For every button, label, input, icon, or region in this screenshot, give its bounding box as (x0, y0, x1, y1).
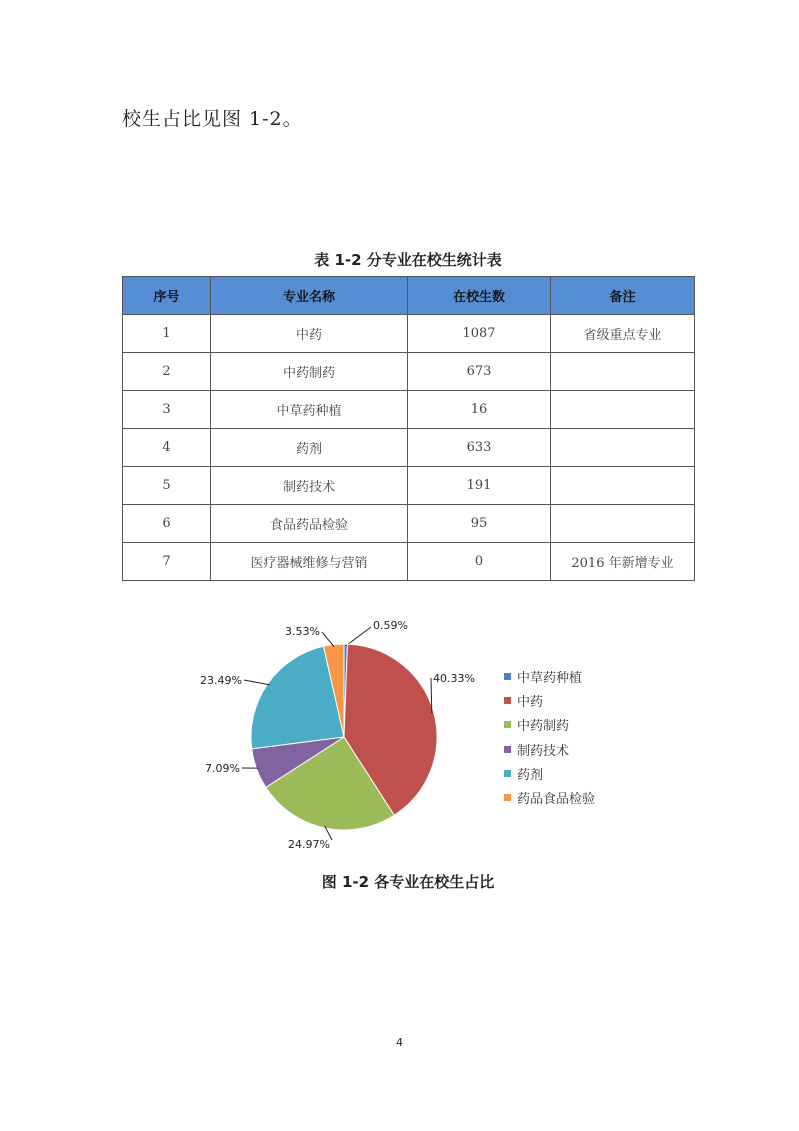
legend-swatch (504, 721, 511, 728)
chart-legend (504, 664, 595, 810)
legend-swatch (504, 746, 511, 753)
cell-index: 2 (123, 353, 211, 391)
cell-index: 4 (123, 429, 211, 467)
legend-swatch (504, 770, 511, 777)
cell-note (551, 505, 695, 543)
table-row (123, 467, 695, 505)
legend-item (504, 664, 595, 688)
page-number: 4 (396, 1036, 403, 1049)
cell-count: 673 (408, 353, 551, 391)
legend-item (504, 688, 595, 712)
cell-count: 0 (408, 543, 551, 581)
pie-data-label: 3.53% (285, 625, 320, 638)
cell-count: 191 (408, 467, 551, 505)
col-header-count: 在校生数 (408, 277, 551, 315)
legend-label: 中药 (517, 694, 544, 710)
intro-paragraph: 校生占比见图 1-2。 (122, 108, 303, 130)
pie-data-label: 23.49% (200, 674, 242, 687)
cell-index: 7 (123, 543, 211, 581)
student-stats-table (122, 276, 695, 581)
cell-note: 2016 年新增专业 (551, 543, 695, 581)
table-row (123, 315, 695, 353)
cell-index: 1 (123, 315, 211, 353)
table-header-row (123, 277, 695, 315)
legend-label: 药品食品检验 (517, 792, 596, 808)
cell-count: 16 (408, 391, 551, 429)
cell-index: 3 (123, 391, 211, 429)
legend-swatch (504, 794, 511, 801)
cell-major: 医疗器械维修与营销 (211, 543, 408, 581)
figure-caption: 图 1-2 各专业在校生占比 (321, 873, 495, 891)
cell-major: 中药 (211, 315, 408, 353)
table-caption: 表 1-2 分专业在校生统计表 (314, 251, 502, 269)
pie-data-label: 0.59% (373, 619, 408, 632)
cell-major: 中药制药 (211, 353, 408, 391)
legend-item (504, 737, 595, 761)
legend-label: 中草药种植 (517, 670, 583, 686)
table-row (123, 353, 695, 391)
cell-count: 1087 (408, 315, 551, 353)
legend-label: 中药制药 (517, 719, 570, 735)
table-row (123, 543, 695, 581)
pie-leader-line (244, 680, 269, 685)
table-row (123, 391, 695, 429)
legend-item (504, 785, 595, 809)
cell-count: 95 (408, 505, 551, 543)
cell-note (551, 467, 695, 505)
col-header-note: 备注 (551, 277, 695, 315)
cell-index: 6 (123, 505, 211, 543)
table-row (123, 505, 695, 543)
cell-major: 中草药种植 (211, 391, 408, 429)
cell-major: 食品药品检验 (211, 505, 408, 543)
legend-swatch (504, 673, 511, 680)
legend-item (504, 713, 595, 737)
pie-data-label: 7.09% (205, 762, 240, 775)
cell-count: 633 (408, 429, 551, 467)
cell-major: 药剂 (211, 429, 408, 467)
legend-swatch (504, 697, 511, 704)
cell-note (551, 429, 695, 467)
cell-note: 省级重点专业 (551, 315, 695, 353)
col-header-index: 序号 (123, 277, 211, 315)
pie-leader-line (322, 632, 334, 647)
cell-index: 5 (123, 467, 211, 505)
pie-leader-line (346, 627, 371, 646)
legend-item (504, 761, 595, 785)
col-header-major: 专业名称 (211, 277, 408, 315)
cell-major: 制药技术 (211, 467, 408, 505)
pie-data-label: 24.97% (288, 838, 330, 851)
pie-data-label: 40.33% (433, 672, 475, 685)
cell-note (551, 391, 695, 429)
legend-label: 制药技术 (517, 743, 570, 759)
cell-note (551, 353, 695, 391)
table-row (123, 429, 695, 467)
legend-label: 药剂 (517, 767, 544, 783)
